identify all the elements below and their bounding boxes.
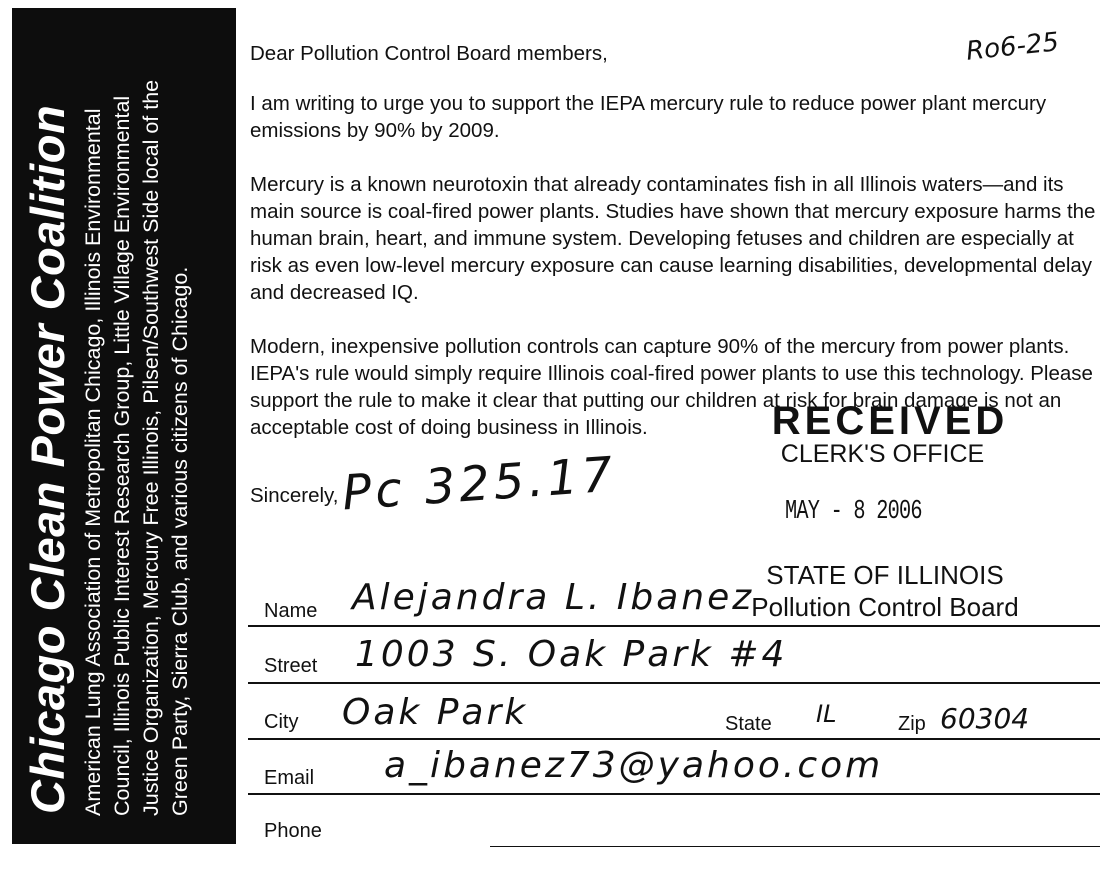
city-value: Oak Park	[342, 692, 529, 733]
zip-value: 60304	[940, 702, 1030, 735]
phone-line	[490, 846, 1100, 847]
closing: Sincerely,	[250, 484, 339, 507]
state-value: IL	[816, 700, 837, 728]
stamp-date: MAY - 8 2006	[785, 497, 922, 527]
street-line	[248, 682, 1100, 684]
coalition-title: Chicago Clean Power Coalition	[21, 104, 74, 814]
stamp-received: RECEIVED	[771, 399, 1009, 443]
phone-label: Phone	[264, 820, 322, 842]
name-label: Name	[264, 600, 318, 622]
salutation: Dear Pollution Control Board members,	[250, 42, 608, 65]
street-value: 1003 S. Oak Park #4	[355, 634, 788, 675]
name-line	[248, 625, 1100, 627]
stamp-board: Pollution Control Board	[751, 592, 1019, 622]
city-line	[248, 738, 1100, 740]
coalition-members: American Lung Association of Metropolitan Chicago, Illinois Environmental Council, Illinois Public Interest Research Group, Little Village Environmental Justice Organization, Mercury Free Illinois, Pilsen/Southwest Side local of the Green Party, Sierra Club, and various citizens of Chicago.	[81, 79, 192, 816]
zip-label: Zip	[898, 713, 926, 735]
letter-paragraph-1: I am writing to urge you to support the IEPA mercury rule to reduce power plant mercury emissions by 90% by 2009.	[250, 92, 1047, 142]
docket-code-handwritten: Ro6-25	[964, 27, 1061, 67]
email-line	[248, 793, 1100, 795]
city-label: City	[264, 711, 299, 733]
stamp-clerk-office: CLERK'S OFFICE	[780, 440, 985, 468]
pc-number-handwritten: Pc 325.17	[340, 446, 619, 522]
letter-paragraph-3: Modern, inexpensive pollution controls can capture 90% of the mercury from power plants. IEPA's rule would simply require Illinois coal-fired power plants to use this technology. Please support the rule to make it clear that putting our children at risk for brain damage is not an acceptable cost of doing business in Illinois.	[250, 335, 1093, 439]
state-label: State	[725, 713, 772, 735]
coalition-sidebar	[12, 8, 236, 844]
street-label: Street	[264, 655, 318, 677]
letter-paragraph-2: Mercury is a known neurotoxin that already contaminates fish in all Illinois waters—and its main source is coal-fired power plants. Studies have shown that mercury exposure harms the human brain, heart, and immune system. Developing fetuses and children are especially at risk as even low-level mercury exposure can cause learning disabilities, developmental delay and decreased IQ.	[250, 173, 1096, 304]
email-label: Email	[264, 767, 315, 789]
name-value: Alejandra L. Ibanez	[352, 577, 755, 618]
email-value: a_ibanez73@yahoo.com	[384, 745, 884, 786]
coalition-sidebar-text	[19, 26, 229, 826]
stamp-state: STATE OF ILLINOIS	[766, 560, 1004, 590]
